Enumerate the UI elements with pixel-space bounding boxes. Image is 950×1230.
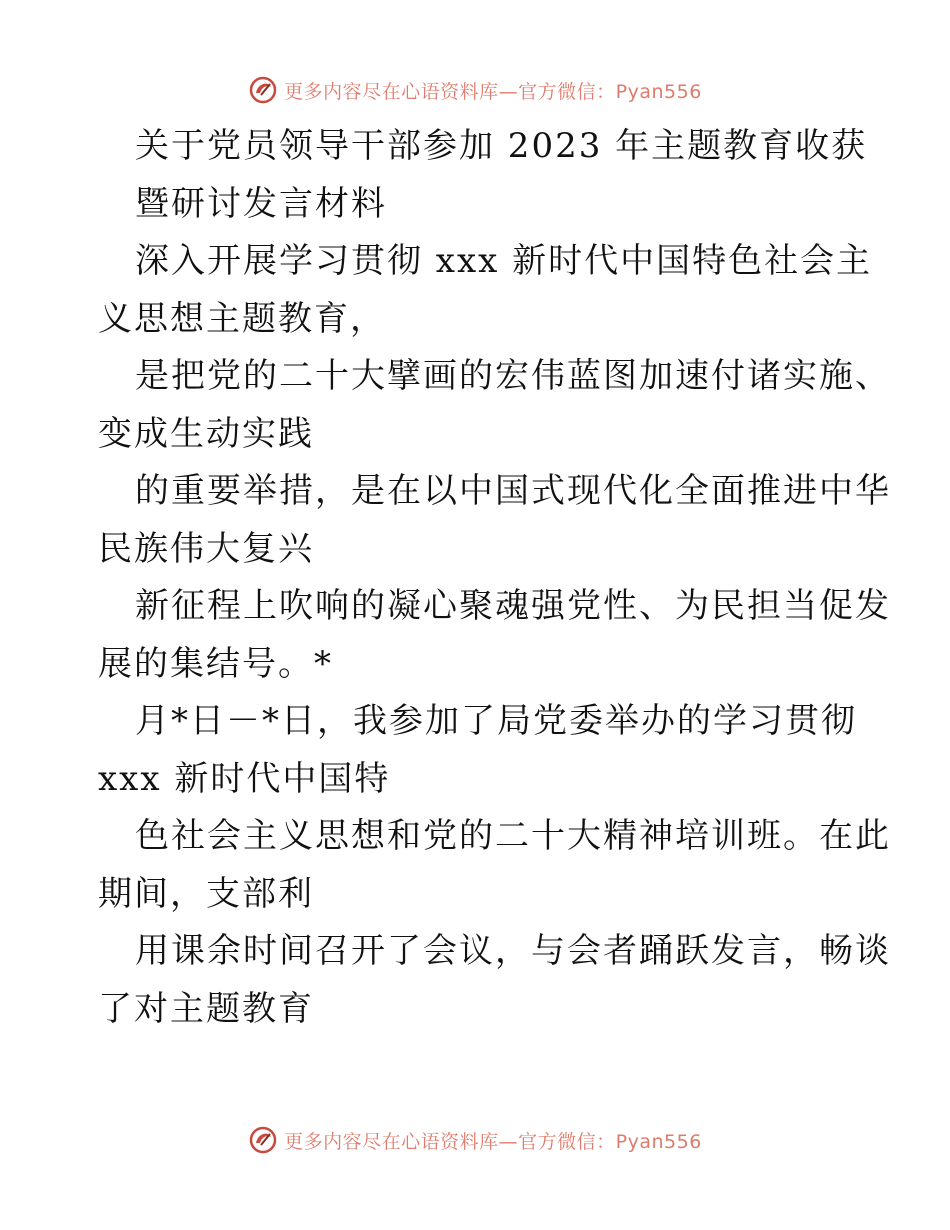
doc-line-7: 的重要举措，是在以中国式现代化全面推进中华: [135, 471, 891, 511]
footer-watermark: [0, 1120, 950, 1160]
doc-line-8: 民族伟大复兴: [98, 528, 314, 569]
doc-line-14: 期间，支部利: [98, 873, 314, 914]
swirl-logo-icon: [248, 1125, 278, 1155]
doc-line-13: 色社会主义思想和党的二十大精神培训班。在此: [135, 816, 891, 856]
doc-line-1: 关于党员领导干部参加 2023 年主题教育收获: [135, 126, 868, 166]
document-body: [98, 118, 891, 1038]
doc-line-3: 深入开展学习贯彻 xxx 新时代中国特色社会主: [135, 241, 873, 281]
doc-line-6: 变成生动实践: [98, 413, 314, 454]
header-watermark: [0, 70, 950, 110]
doc-line-5: 是把党的二十大擘画的宏伟蓝图加速付诸实施、: [135, 356, 891, 396]
doc-line-15: 用课余时间召开了会议，与会者踊跃发言，畅谈: [135, 931, 891, 971]
doc-line-11: 月*日－*日，我参加了局党委举办的学习贯彻: [135, 701, 857, 741]
doc-line-2: 暨研讨发言材料: [135, 183, 387, 224]
doc-line-10: 展的集结号。*: [98, 643, 333, 684]
doc-line-12: xxx 新时代中国特: [98, 758, 391, 799]
watermark-text: 更多内容尽在心语资料库—官方微信：Pyan556: [284, 80, 702, 103]
swirl-logo-icon: [248, 75, 278, 105]
watermark-text: 更多内容尽在心语资料库—官方微信：Pyan556: [284, 1130, 702, 1153]
doc-line-16: 了对主题教育: [98, 988, 314, 1029]
doc-line-4: 义思想主题教育，: [98, 298, 386, 339]
doc-line-9: 新征程上吹响的凝心聚魂强党性、为民担当促发: [135, 586, 891, 626]
